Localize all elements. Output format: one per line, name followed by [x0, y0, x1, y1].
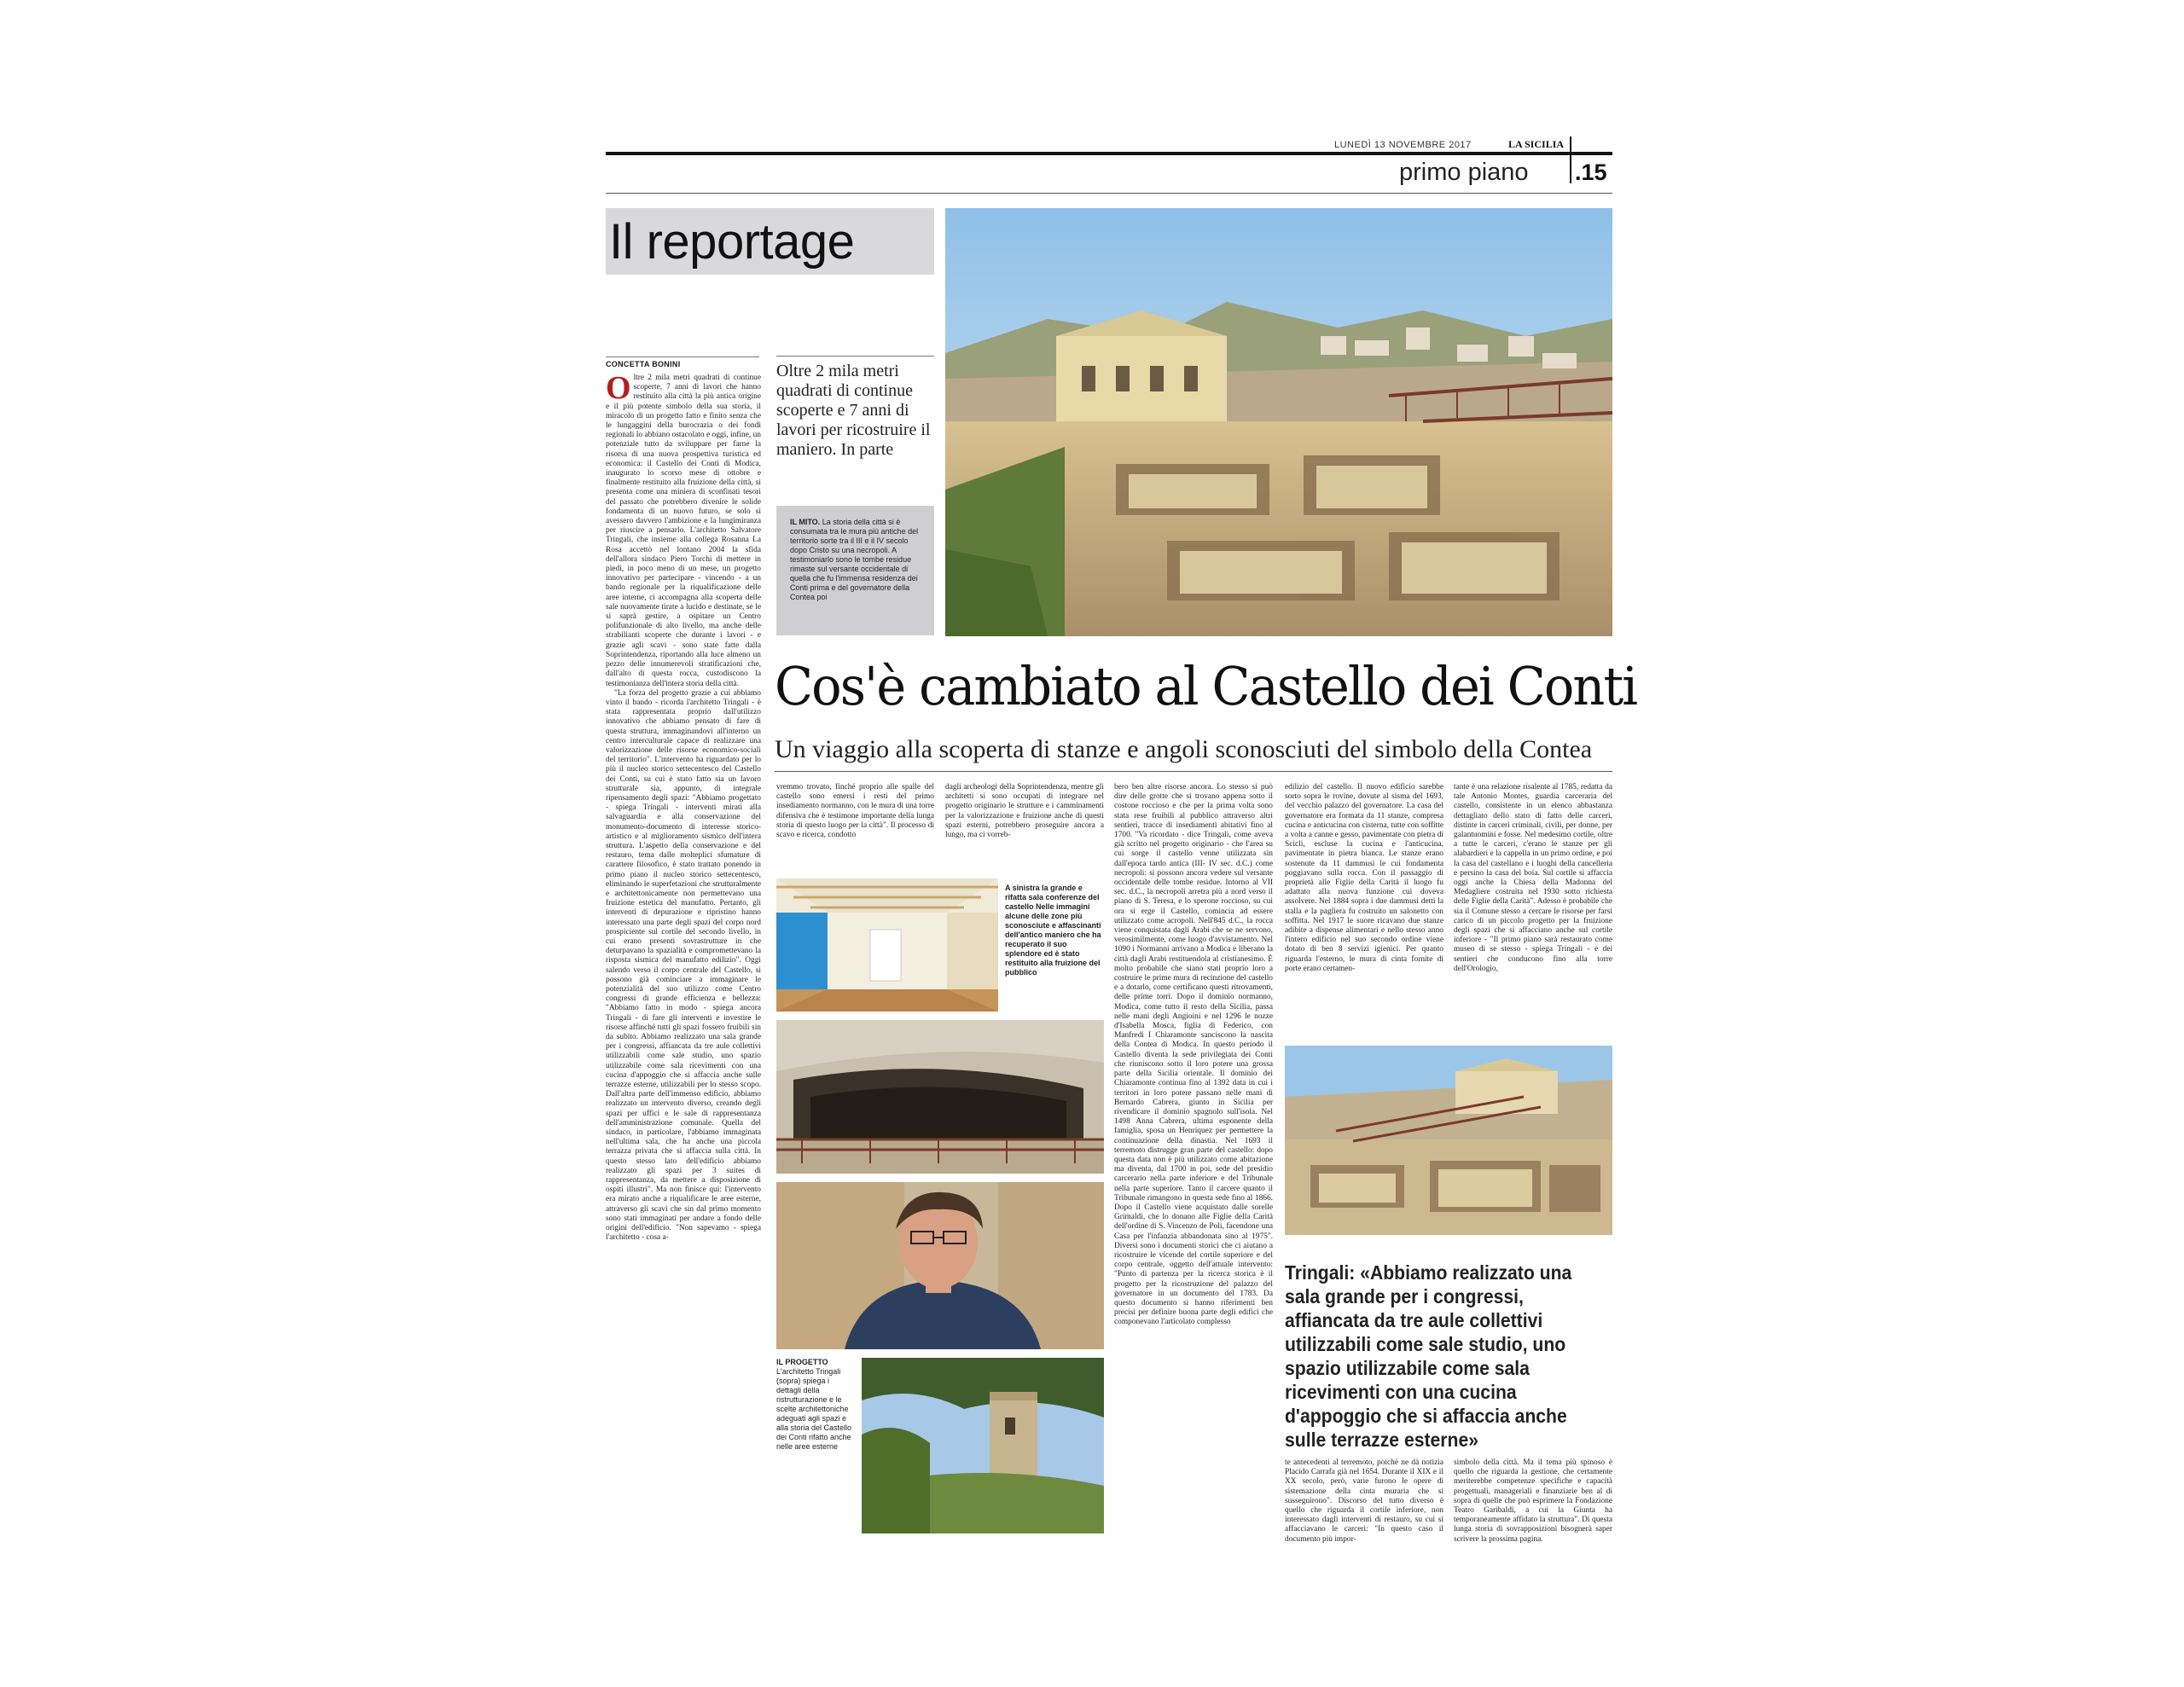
deck-rule — [775, 771, 1612, 772]
norman-tower-photo — [862, 1358, 1104, 1533]
mito-text — [776, 506, 934, 602]
progetto-label: IL PROGETTO — [776, 1358, 828, 1366]
issue-date: LUNEDÌ 13 NOVEMBRE 2017 — [1334, 140, 1472, 150]
article-column-2 — [776, 783, 934, 872]
kicker-text: Il reportage — [609, 214, 855, 270]
article-column-5b — [1285, 1458, 1443, 1586]
col6b-text: simbolo della città. Ma il tema più spinoso è quello che riguarda la gestione, che certamente meriterebbe competenze specifiche e capacità progettuali, manageriali e finanziarie ben al di sopra di quelle che può esprimere la Fondazione Teatro Garibaldi, a cui la Giunta ha temporaneamente affidato la struttura". Di questa lunga storia di sovrapposizioni bisognerà saper scrivere la prossima pagina. — [1454, 1458, 1612, 1544]
header-bottom-rule — [606, 193, 1612, 194]
cave-photo — [776, 1020, 1104, 1174]
courtyard-photo — [1285, 1046, 1612, 1235]
col2-text: vremmo trovato, finché proprio alle spalle del castello sono emersi i resti del primo insediamento normanno, con le mura di una torre difensiva che è testimone importante della lunga storia di questo luogo per la città". Il processo di scavo e ricerca, condotto — [776, 783, 934, 840]
castle-panorama-photo — [945, 208, 1612, 636]
section-name: primo piano — [1399, 159, 1529, 186]
conference-hall-photo — [776, 878, 998, 1012]
architect-portrait-photo — [776, 1182, 1104, 1349]
col1b-text: "La forza del progetto grazie a cui abbiamo vinto il bando - ricorda l'architetto Tringali - è stata rappresentata proprio dall'utilizzo innovativo che abbiamo pensato di fare di questa struttura, immaginandovi all'interno un centro interculturale capace di realizzare una valorizzazione delle risorse economico-sociali del territorio". L'intervento ha riguardato per lo più il nucleo storico settecentesco del Castello dei Conti, su cui è stato fatto sia un lavoro strutturale sia, appunto, di integrale ripensamento degli spazi: "Abbiamo progettato - spiega Tringali - interventi mirati alla salvaguardia e alla conservazione del monumento-documento di interesse storico-artistico e al miglioramento sismico dell'intera struttura. L'aspetto della conservazione e del restauro, tema dalle molteplici sfumature di carattere filosofico, è stato trattato ponendo in primo piano il nucleo storico settecentesco, eliminando le superfetazioni che strutturalmente e architettonicamente non permettevano una fruizione estetica del manufatto. Pertanto, gli interventi di depurazione e ripristino hanno interessato una parte degli spazi del corpo nord prospiciente sul cortile del secondo livello, in cui erano presenti sovrastrutture in che deturpavano la spazialità e compromettevano la risposta sismica del manufatto edilizio". Oggi salendo verso il corpo centrale del Castello, si possono già cominciare a immaginare le potenzialità del suo utilizzo come Centro congressi di grande efficienza e bellezza: "Abbiamo fatto in modo - spiega ancora Tringali - di fare gli interventi e investire le risorse affinché tutti gli spazi fossero fruibili sin da subito. Abbiamo realizzato una sala grande per i congressi, affiancata da tre aule collettivi utilizzabili come sale studio, uno spazio utilizzabile come sala ricevimenti con una cucina d'appoggio che si affaccia anche sulle terrazze esterne, utilizzabili per lo stesso scopo. Dall'altra parte dell'immenso edificio, abbiamo realizzato un intervento diverso, creando degli spazi per uffici e le sale di rappresentanza dell'amministrazione comunale. Quella del sindaco, in particolare, l'abbiamo immaginata nell'ultima sala, che ha anche una piccola terrazza privata che si affaccia sulla città. In questo stesso lato dell'edificio abbiamo realizzato gli spazi per 3 suites di rappresentanza, da mettere a disposizione di ospiti illustri". Ma non finisce qui: l'intervento era mirato anche a riqualificare le aree esterne, attraverso gli scavi che sin dal primo momento sono stati immaginati per andare a fondo delle origini dell'edificio. "Non sapevamo - spiega l'architetto - cosa a- — [606, 688, 761, 1243]
col5b-text: te antecedenti al terremoto, poiché ne dà notizia Placido Carrafa già nel 1654. Durante il XIX e il XX secolo, però, varie furono le opere di sistemazione della cinta muraria che si susseguirono". Discorso del tutto diverso è quello che riguarda il cortile inferiore, non interessato dagli interventi di restauro, su cui si affacciavano le carceri: "In questo caso il documento più impor- — [1285, 1458, 1443, 1544]
deck: Un viaggio alla scoperta di stanze e angoli sconosciuti del simbolo della Contea — [775, 735, 1593, 763]
mito-box — [776, 506, 934, 635]
col4-text: bero ben altre risorse ancora. Lo stesso si può dire delle grotte che si trovano appena sotto il costone roccioso e che per la prima volta sono stata rese fruibili al pubblico attraverso altri sentieri, tracce di insediamenti abitativi fino al 1700. "Va ricordato - dice Tringali, come aveva già scritto nel progetto originario - che l'area su cui sorge il castello venne utilizzata sin dall'epoca tardo antica (III- IV sec. d.C.) come necropoli: si possono ancora vedere sul versante occidentale delle tombe residue. Intorno al VII sec. d.C., la necropoli arretra più a nord verso il piano di S. Teresa, e lo sperone roccioso, su cui ora si erge il Castello, comincia ad essere utilizzato come acropoli. Nell'845 d.C., la rocca viene conquistata dagli Arabi che se ne servono, verosimilmente, come luogo d'avvistamento. Nel 1090 i Normanni arrivano a Modica e liberano la città dagli Arabi restituendola al cristianesimo. È molto probabile che siano stati proprio loro a costruire le prime mura di recinzione del castello e a dotarlo, come certificano questi ritrovamenti, delle prime torri. Dopo il dominio normanno, Modica, come tutto il resto della Sicilia, passa nelle mani degli Angioini e nel 1296 le nozze d'Isabella Mosca, figlia di Federico, con Manfredi I Chiaramonte sanciscono la nascita della Contea di Modica. In questo periodo il Castello diventa la sede privilegiata dei Conti che riuniscono sotto il loro potere una grossa parte della Sicilia orientale. Il dominio dei Chiaramonte continua fino al 1392 data in cui i territori in loro potere passano nelle mani di Bernardo Cabrera, giunto in Sicilia per rivendicare il dominio spagnolo sull'isola. Nel 1498 Anna Cabrera, ultima esponente della famiglia, sposa un Henriquez per permettere la continuazione della dinastia. Nel 1693 il terremoto distrugge gran parte del castello: dopo questa data non è più utilizzato come abitazione ma diventa, dal 1700 in poi, sede del presidio carcerario nella parte inferiore e del Tribunale nella parte superiore. Tanto il carcere quanto il Tribunale rimangono in questa sede fino al 1866. Dopo il Castello viene acquistato dalle sorelle Grimaldi, che lo donano alle Figlie della Carità dell'ordine di S. Vincenzo de Poli, facendone una Casa per l'infanzia abbandonata sino al 1975". Diversi sono i documenti storici che ci aiutano a ricostruire le vicende del cortile superiore e del corpo centrale, oggetto dell'attuale intervento: "Punto di partenza per la ricerca storica è il progetto per la ricostruzione del palazzo del governatore in un documento del 1783. Da questo documento si hanno riferimenti ben precisi per definire buona parte degli edifici che componevano l'articolato complesso — [1114, 783, 1273, 1327]
article-column-6b — [1454, 1458, 1612, 1586]
col3-text: dagli archeologi della Soprintendenza, mentre gli architetti si sono occupati di integrare nel progetto originario le strutture e i camminamenti per la valorizzazione e fruizione anche di questi spazi esterni, potrebbero proseguire ancora a lungo, ma ci vorreb- — [945, 783, 1104, 840]
article-column-3 — [945, 783, 1104, 872]
progetto-text: L'architetto Tringali (sopra) spiega i dettagli della ristrutturazione e le scelte architettoniche adeguati agli spazi e alla storia del Castello dei Conti rifatto anche nelle aree esterne — [776, 1367, 852, 1451]
page-number: .15 — [1575, 159, 1607, 185]
header-divider — [1570, 136, 1571, 183]
header-rule — [606, 152, 1612, 155]
headline: Cos'è cambiato al Castello dei Conti — [775, 655, 1637, 717]
article-column-5 — [1285, 783, 1443, 1037]
article-column-6 — [1454, 783, 1612, 1037]
section-kicker — [606, 208, 934, 275]
byline: CONCETTA BONINI — [606, 357, 759, 368]
standfirst: Oltre 2 mila metri quadrati di continue scoperte e 7 anni di lavori per ricostruire il maniero. In parte — [776, 356, 934, 460]
progetto-caption — [776, 1358, 853, 1452]
article-column-4 — [1114, 783, 1273, 1585]
col1-text: ltre 2 mila metri quadrati di continue scoperte, 7 anni di lavori che hanno restituito alla città la più antica origine e il più potente simbolo della sua storia, il miracolo di un progetto fatto e finito senza che le lungaggini della burocrazia o dei fondi regionali lo abbiano ostacolato e oggi, infine, un potenziale tutto da sviluppare per farne la risorsa di una nuova prospettiva turistica ed economica: il Castello dei Conti di Modica, inaugurato lo scorso mese di ottobre e finalmente restituito alla fruizione della città, si presenta come una miniera di sconfinati tesori del passato che potrebbero divenire le solide fondamenta di un nuovo futuro, se solo si avessero davvero l'ambizione e la lungimiranza per riuscire a pensarlo. L'architetto Salvatore Tringali, che insieme alla collega Rosanna La Rosa accettò nel lontano 2004 la sfida dell'allora sindaco Piero Torchi di mettere in piedi, in poco meno di un mese, un progetto innovativo per partecipare - vincendo - a un bando regionale per la riqualificazione delle aree interne, ci accompagna alla scoperta delle sale nuovamente tirate a lucido e destinate, se le si saprà gestire, a ospitare un Centro polifunzionale di alto livello, ma anche delle strabilianti scoperte che durante i lavori - e grazie agli scavi - sono state fatte dalla Soprintendenza, riportando alla luce almeno un pezzo delle innumerevoli stratificazioni che, dall'alto di questa rocca, custodiscono la testimonianza dell'intera storia della città. — [606, 374, 761, 688]
pull-quote: Tringali: «Abbiamo realizzato una sala grande per i congressi, affiancata da tre aule collettivi utilizzabili come sale studio, uno spazio utilizzabile come sala ricevimenti con una cucina d'appoggio che si affaccia anche sulle terrazze esterne» — [1285, 1261, 1572, 1451]
newspaper-page — [606, 136, 1637, 1586]
col5-text: edilizio del castello. Il nuovo edificio sarebbe sorto sopra le rovine, dovute al sisma del 1693, del vecchio palazzo del governatore. La casa del governatore era formata da 11 stanze, compresa cucina e anticucina con cisterna, tutte con soffitte a volta a canne e gesso, pavimentate con pietra di Scicli, escluse la cucina e l'anticucina, pavimentate in pietra bianca. Le stanze erano sostenute da 11 dammusi le cui fondamenta poggiavano sulla rocca. Con il passaggio di proprietà alle Figlie della Carità il luogo fu adattato alla nuova funzione cui doveva assolvere. Nel 1884 sopra i due dammusi detti la stalla e la pagliera fu costruito un salonetto con soffitta. Nel 1917 le suore ricavano due stanze adibite a dispense alimentari e nello stesso anno l'intero edificio nel suo secondo ordine viene dotato di ben 8 servizi igienici. Per quanto riguarda l'esterno, le mura di cinta fornite di porte erano certamen- — [1285, 783, 1443, 973]
article-column-1 — [606, 374, 761, 1571]
dropcap: O — [606, 374, 631, 406]
mito-body: La storia della città si è consumata tra le mura più antiche del territorio sorte tra il III e il IV secolo dopo Cristo su una necropoli. A testimoniarlo sono le tombe residue rimaste sul versante occidentale di quella che fu l'immensa residenza dei Conti prima e del governatore della Contea poi — [790, 518, 919, 601]
hall-caption: A sinistra la grande e rifatta sala conferenze del castello Nelle immagini alcune delle zone più sconosciute e affascinanti dell'antico maniero che ha recuperato il suo splendore ed è stato restituito alla fruizione del pubblico — [1005, 884, 1101, 977]
col6-text: tante è una relazione risalente al 1785, redatta da tale Antonio Montes, guardia carceraria del castello, consistente in un elenco abbastanza dettagliato dello stato di fatto delle carceri, distinte in carceri criminali, civili, per donne, per galantuomini e fosse. Nel medesimo cortile, oltre a tutte le carceri, c'erano le stanze per gli alabardieri e la cappella in un primo ordine, e poi la casa del castellano e i luoghi della cancelleria e persino la casa del boia. Sul cortile si affaccia oggi anche la Chiesa della Madonna del Medagliere costruita nel 1930 sotto richiesta delle Figlie della Carità". Adesso è probabile che sia il Comune stesso a cercare le risorse per farsi carico di un piccolo progetto per la fruizione degli spazi che si affacciano anche sul cortile inferiore - "Il primo piano sarà restaurato come museo di se stesso - spiega Tringali - e dei sentieri che conducono fino alla torre dell'Orologio, — [1454, 783, 1612, 973]
mito-label: IL MITO. — [790, 518, 821, 526]
newspaper-brand: LA SICILIA — [1508, 138, 1565, 150]
